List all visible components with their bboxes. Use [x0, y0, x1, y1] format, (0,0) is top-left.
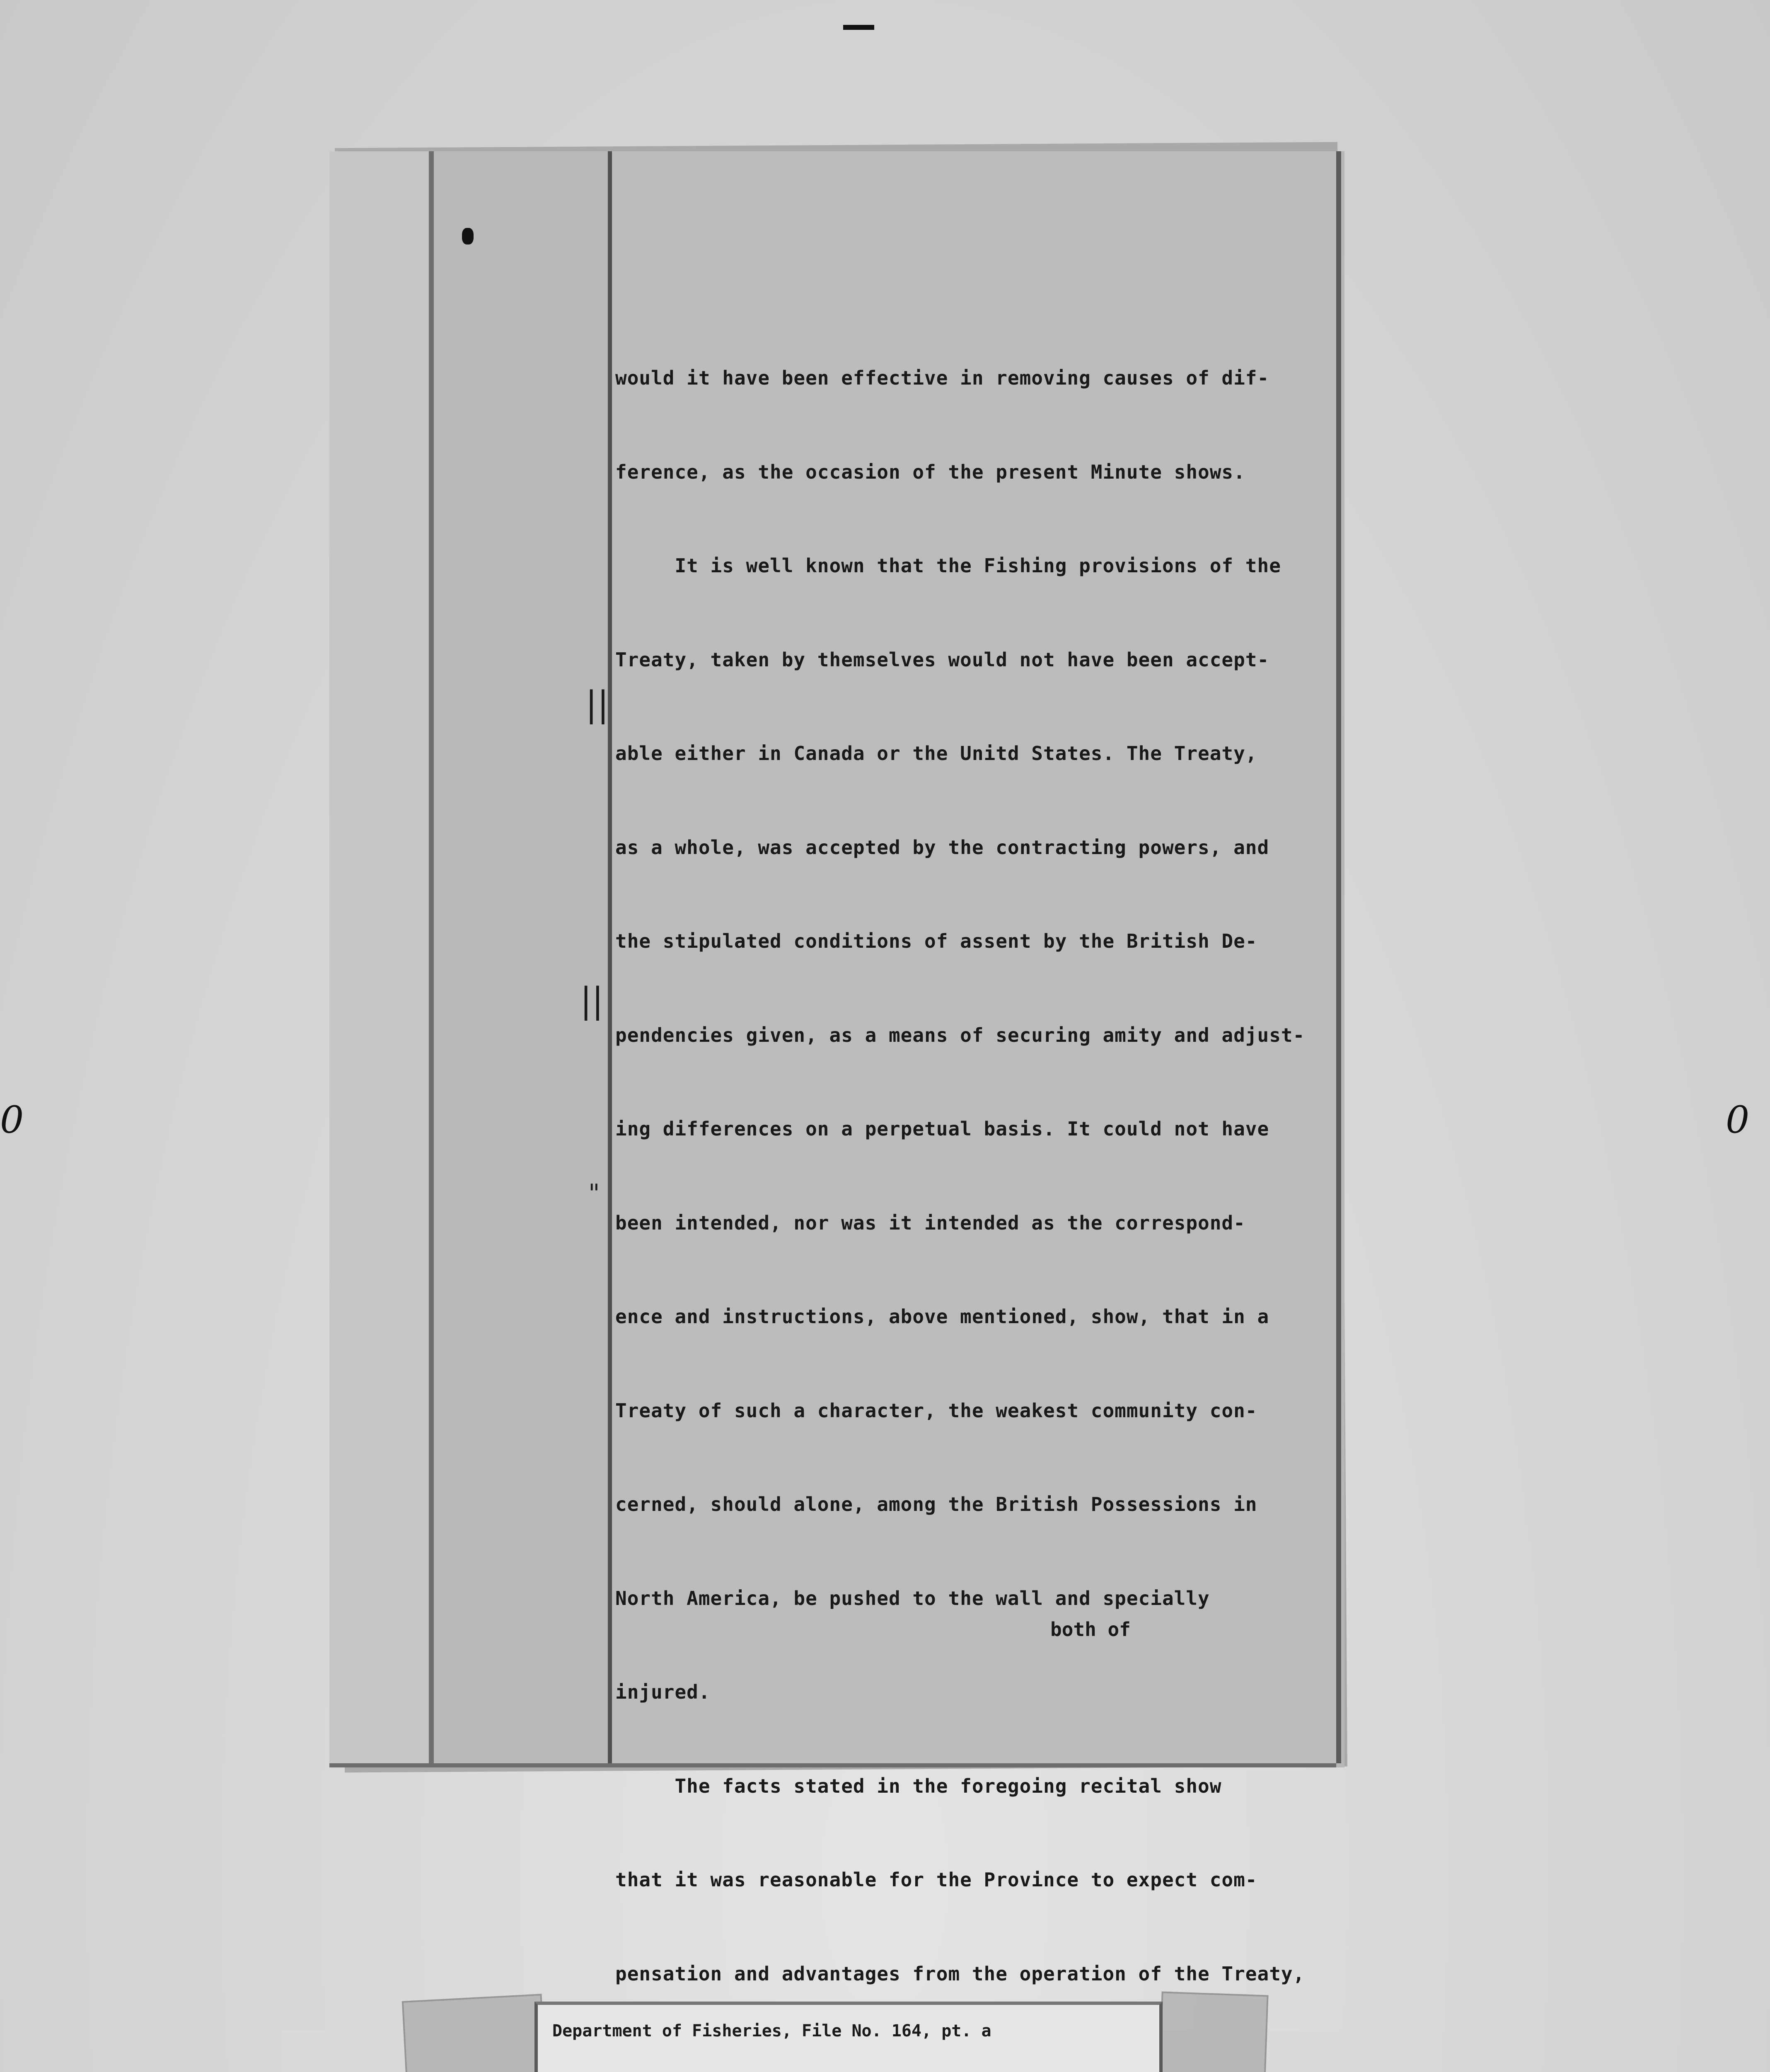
- text-line: cerned, should alone, among the British Possessions in: [615, 1493, 1257, 1515]
- page-margin-strip: [329, 151, 429, 1763]
- text-line: would it have been effective in removing causes of dif-: [615, 367, 1269, 389]
- margin-rule-inner: [608, 151, 612, 1763]
- text-line: It is well known that the Fishing provisions of the: [615, 554, 1281, 577]
- text-line: The facts stated in the foregoing recital show: [615, 1774, 1222, 1797]
- ink-blot: [462, 228, 474, 244]
- document-page: [329, 151, 1336, 1985]
- margin-mark-1: ||: [585, 684, 609, 724]
- margin-rule-outer: [429, 151, 434, 1763]
- text-line: been intended, nor was it intended as the correspond-: [615, 1211, 1245, 1234]
- tape-strip: [1158, 1992, 1268, 2072]
- tape-strip: [402, 1994, 546, 2072]
- text-line: Treaty, taken by themselves would not have been accept-: [615, 648, 1269, 671]
- text-line: pendencies given, as a means of securing amity and adjust-: [615, 1024, 1305, 1046]
- text-line: injured.: [615, 1681, 711, 1703]
- margin-mark-3: ": [588, 1179, 600, 1208]
- left-edge-mark: 0: [0, 1098, 24, 1142]
- file-reference: Department of Fisheries, File No. 164, pt. a: [552, 2021, 991, 2041]
- text-line: ing differences on a perpetual basis. It could not have: [615, 1118, 1269, 1140]
- text-line: that it was reasonable for the Province to expect com-: [615, 1869, 1257, 1891]
- frame-registration-mark: [843, 25, 874, 30]
- typed-body-text: [615, 309, 1336, 2072]
- text-line: as a whole, was accepted by the contracting powers, and: [615, 836, 1269, 859]
- text-line: ence and instructions, above mentioned, show, that in a: [615, 1305, 1269, 1328]
- text-line: ference, as the occasion of the present Minute shows.: [615, 460, 1245, 483]
- text-line: Treaty of such a character, the weakest community con-: [615, 1399, 1257, 1422]
- file-reference-slip: [534, 2002, 1163, 2072]
- text-line: able either in Canada or the Unitd States. The Treaty,: [615, 742, 1257, 765]
- text-line: pensation and advantages from the operation of the Treaty,: [615, 1962, 1305, 1985]
- text-line: the stipulated conditions of assent by the British De-: [615, 930, 1257, 952]
- right-edge-mark: 0: [1726, 1098, 1750, 1142]
- margin-mark-2: ||: [580, 980, 604, 1021]
- catchword: both of: [1050, 1618, 1131, 1641]
- page-margin-column: [434, 151, 608, 1763]
- text-line: North America, be pushed to the wall and specially: [615, 1587, 1210, 1610]
